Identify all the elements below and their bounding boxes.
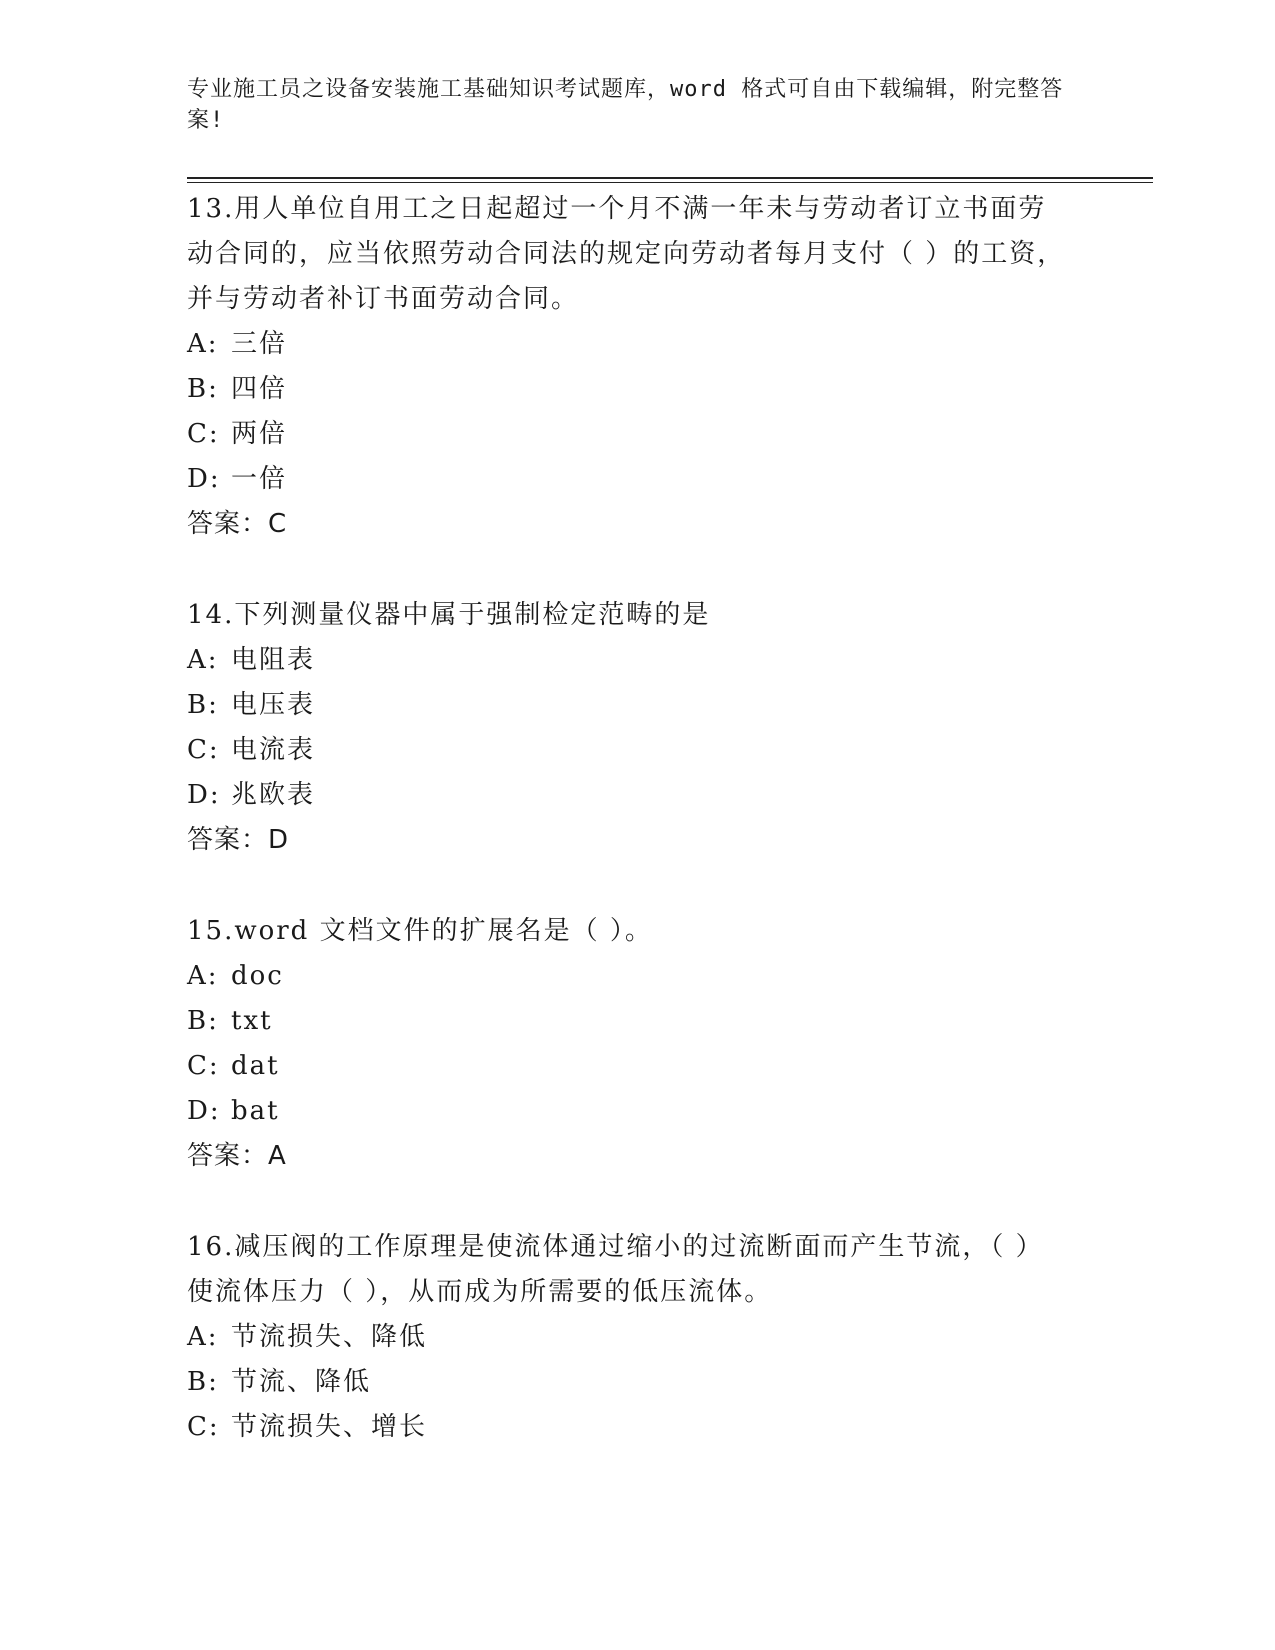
option-text: txt bbox=[231, 1006, 273, 1036]
option-b bbox=[187, 367, 1087, 412]
option-key: B: bbox=[187, 1367, 219, 1397]
question-13 bbox=[187, 187, 1087, 547]
option-b bbox=[187, 683, 1087, 728]
document-header: 专业施工员之设备安装施工基础知识考试题库，word 格式可自由下载编辑，附完整答案! bbox=[187, 77, 1064, 133]
option-text: dat bbox=[231, 1051, 280, 1081]
question-16 bbox=[187, 1225, 1087, 1450]
answer-line: 答案：C bbox=[187, 509, 288, 539]
option-key: C: bbox=[187, 1412, 220, 1442]
option-text: 四倍 bbox=[231, 374, 288, 404]
option-text: 电压表 bbox=[231, 690, 316, 720]
question-stem: 15.word 文档文件的扩展名是（ ）。 bbox=[187, 916, 653, 946]
option-d bbox=[187, 1089, 1087, 1134]
option-key: B: bbox=[187, 690, 219, 720]
option-c bbox=[187, 728, 1087, 773]
option-d bbox=[187, 773, 1087, 818]
option-b bbox=[187, 999, 1087, 1044]
answer-line: 答案：D bbox=[187, 825, 290, 855]
option-key: C: bbox=[187, 735, 220, 765]
option-key: A: bbox=[187, 961, 219, 991]
option-a bbox=[187, 1315, 1087, 1360]
option-text: 电阻表 bbox=[231, 645, 316, 675]
option-key: C: bbox=[187, 1051, 220, 1081]
option-key: C: bbox=[187, 419, 220, 449]
question-14 bbox=[187, 593, 1087, 863]
option-b bbox=[187, 1360, 1087, 1405]
option-key: A: bbox=[187, 645, 219, 675]
option-text: bat bbox=[231, 1096, 280, 1126]
option-c bbox=[187, 1044, 1087, 1089]
option-key: A: bbox=[187, 329, 219, 359]
option-a bbox=[187, 954, 1087, 999]
option-c bbox=[187, 1405, 1087, 1450]
option-c bbox=[187, 412, 1087, 457]
option-key: A: bbox=[187, 1322, 219, 1352]
option-key: B: bbox=[187, 374, 219, 404]
question-stem: 16.减压阀的工作原理是使流体通过缩小的过流断面而产生节流，（ ）使流体压力（ ），从而成为所需要的低压流体。 bbox=[187, 1232, 1044, 1307]
option-text: doc bbox=[231, 961, 284, 991]
option-text: 兆欧表 bbox=[231, 780, 316, 810]
option-text: 节流损失、降低 bbox=[231, 1322, 428, 1352]
option-d bbox=[187, 457, 1087, 502]
header-divider-thick bbox=[187, 177, 1153, 179]
option-a bbox=[187, 322, 1087, 367]
option-key: D: bbox=[187, 464, 221, 494]
option-text: 三倍 bbox=[231, 329, 288, 359]
option-text: 电流表 bbox=[231, 735, 316, 765]
question-list bbox=[187, 187, 1087, 1496]
option-key: D: bbox=[187, 1096, 221, 1126]
option-key: B: bbox=[187, 1006, 219, 1036]
question-stem: 14.下列测量仪器中属于强制检定范畴的是 bbox=[187, 600, 711, 630]
option-text: 节流、降低 bbox=[231, 1367, 372, 1397]
option-text: 一倍 bbox=[231, 464, 288, 494]
question-15 bbox=[187, 909, 1087, 1179]
header-divider-thin bbox=[187, 182, 1153, 183]
option-text: 两倍 bbox=[231, 419, 288, 449]
option-text: 节流损失、增长 bbox=[231, 1412, 428, 1442]
option-a bbox=[187, 638, 1087, 683]
answer-line: 答案：A bbox=[187, 1141, 287, 1171]
question-stem: 13.用人单位自用工之日起超过一个月不满一年未与劳动者订立书面劳动合同的，应当依照劳动合同法的规定向劳动者每月支付（ ）的工资，并与劳动者补订书面劳动合同。 bbox=[187, 194, 1066, 314]
option-key: D: bbox=[187, 780, 221, 810]
